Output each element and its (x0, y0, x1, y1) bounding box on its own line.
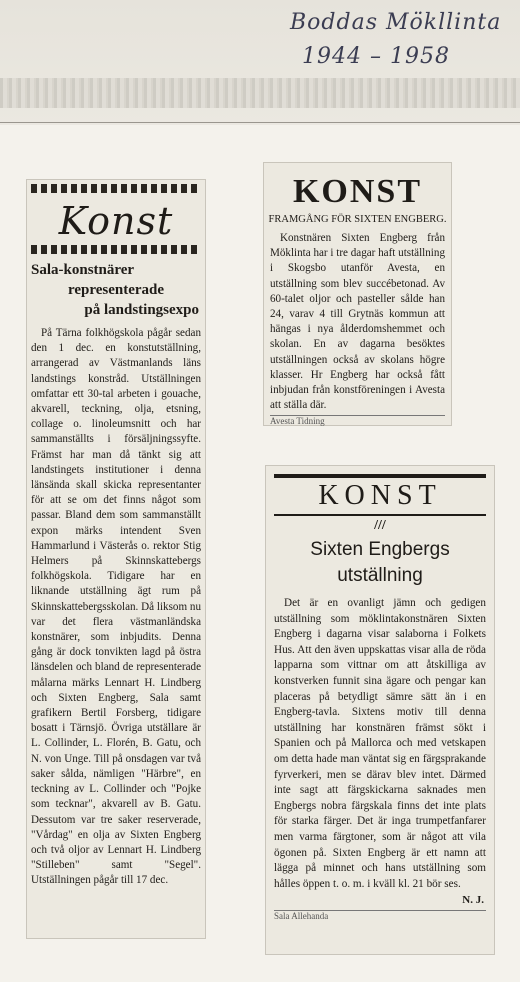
ornament-border-top (31, 184, 201, 193)
headline-line-2: representerade (67, 282, 165, 298)
article-body: På Tärna folkhögskola pågår sedan den 1 dec. en konstutställning, arrangerad av Västmanlands läns landstings konstråd. Utställningen omfattar ett 30-tal arbeten i gouache, akvarell, teckning, olja, etsning, collage o. linoleumsnitt och har sammanställts i försäljningssyfte. Främst har man då tänkt sig att landstingets institutioner i denna länsända skall skicka representanter för att se om det finns något som passar. Bland dem som sammanställt expon märks intendent Sven Hammarlund i Västerås o. rektor Stig Helmers på Skinnskattebergs folkhögskola. Tidigare har en liknande utställning ägt rum på Skinnskattebergsskolan. Då liksom nu var det flera västmanländska konstnärer, som inbjudits. Denna gång är dock tonvikten lagd på östra länsdelen och bland de representerade målarna märks Lennart H. Lindberg och Sixten Engberg, Sala samt grafikern Bertil Forsberg, tidigare bosatt i Tärnsjö. Övriga utställare är L. Collinder, L. Florén, B. Gatu, och N. von Unge. Till på onsdagen var två saker sålda, nämligen "Härbre", en teckning av L. Collinder och "Pojke som tecknar", akvarell av B. Gatu. Dessutom var tre saker reserverade, "Vårdag" en olja av Sixten Engberg och två oljor av Lennart H. Lindberg "Stilleben" samt "Segel". Utställningen pågår till 17 dec. (31, 327, 201, 887)
divider-line (0, 122, 520, 123)
source-footer: Avesta Tidning (270, 415, 445, 426)
handwritten-title: Boddas Mökllinta (290, 10, 502, 35)
article-body: Det är en ovanligt jämn och gedigen utställning som möklintakonstnären Sixten Engberg i dagarna visar salaborna i Folkets Hus. Att den även uppskattas visar alla de röda lapparna som vittnar om att åtskilliga av konstverken funnit sina ägare och pengar kan placeras på betydligt sämre sätt än i en Engberg-tavla. Sixtens motiv till denna utställning har konstnären främst sökt i Spanien och på Mallorca och med vetskapen om detta hade man väntat sig en färgsprakande fyrverkeri, men se därav blev intet. Därmed inte sagt att färgskickarna saknades men Engbergs nobra färgskala finns det inte plats för starka färger. Det är inga trumpetfanfarer men varma färgtoner, som är något att vila ögonen på. Sixten Engberg är ett namn att lägga på minnet och hans utställning som hålles öppen t. o. m. i kväll kl. 21 bör ses. (274, 597, 486, 890)
headline-line-3: på landstingsexpo (84, 302, 199, 318)
article-subtitle: FRAMGÅNG FÖR SIXTEN ENGBERG. (268, 214, 447, 225)
handwritten-years: 1944 – 1958 (302, 44, 450, 69)
article-body: Konstnären Sixten Engberg från Möklinta har i tre dagar haft utställning i Skogsbo utanför Avesta, en utställning som blev succébetonad. Av 60-talet oljor och pasteller sålde han 24, varav 4 till Grytnäs kommun att hängas i nya ålderdomshemmet och skolan. En av dagarna besöktes utställningen också av skolans högre klasser. Hr Engberg har också fått inbjudan från konstföreningen i Avesta att ställa där. (270, 232, 445, 412)
clipping-sala-konstnarer (27, 180, 205, 938)
headline-line-2: utställning (337, 565, 423, 586)
author-signature: N. J. (462, 894, 484, 907)
section-heading: Konst (58, 199, 174, 243)
divider-slashes: /// (374, 518, 386, 533)
heading-rule-top (274, 474, 486, 478)
heading-rule-bottom (274, 514, 486, 516)
headline-line-1: Sala-konstnärer (31, 262, 135, 278)
clipping-framgang (264, 163, 451, 425)
section-heading: KONST (318, 480, 442, 511)
ornament-border-bottom (31, 245, 201, 254)
section-heading: KONST (292, 173, 423, 210)
clipping-sixten-engbergs-utstallning (266, 466, 494, 954)
source-footer: Sala Allehanda (274, 910, 486, 921)
headline-line-1: Sixten Engbergs (310, 539, 450, 560)
scan-artifact-band (0, 78, 520, 108)
